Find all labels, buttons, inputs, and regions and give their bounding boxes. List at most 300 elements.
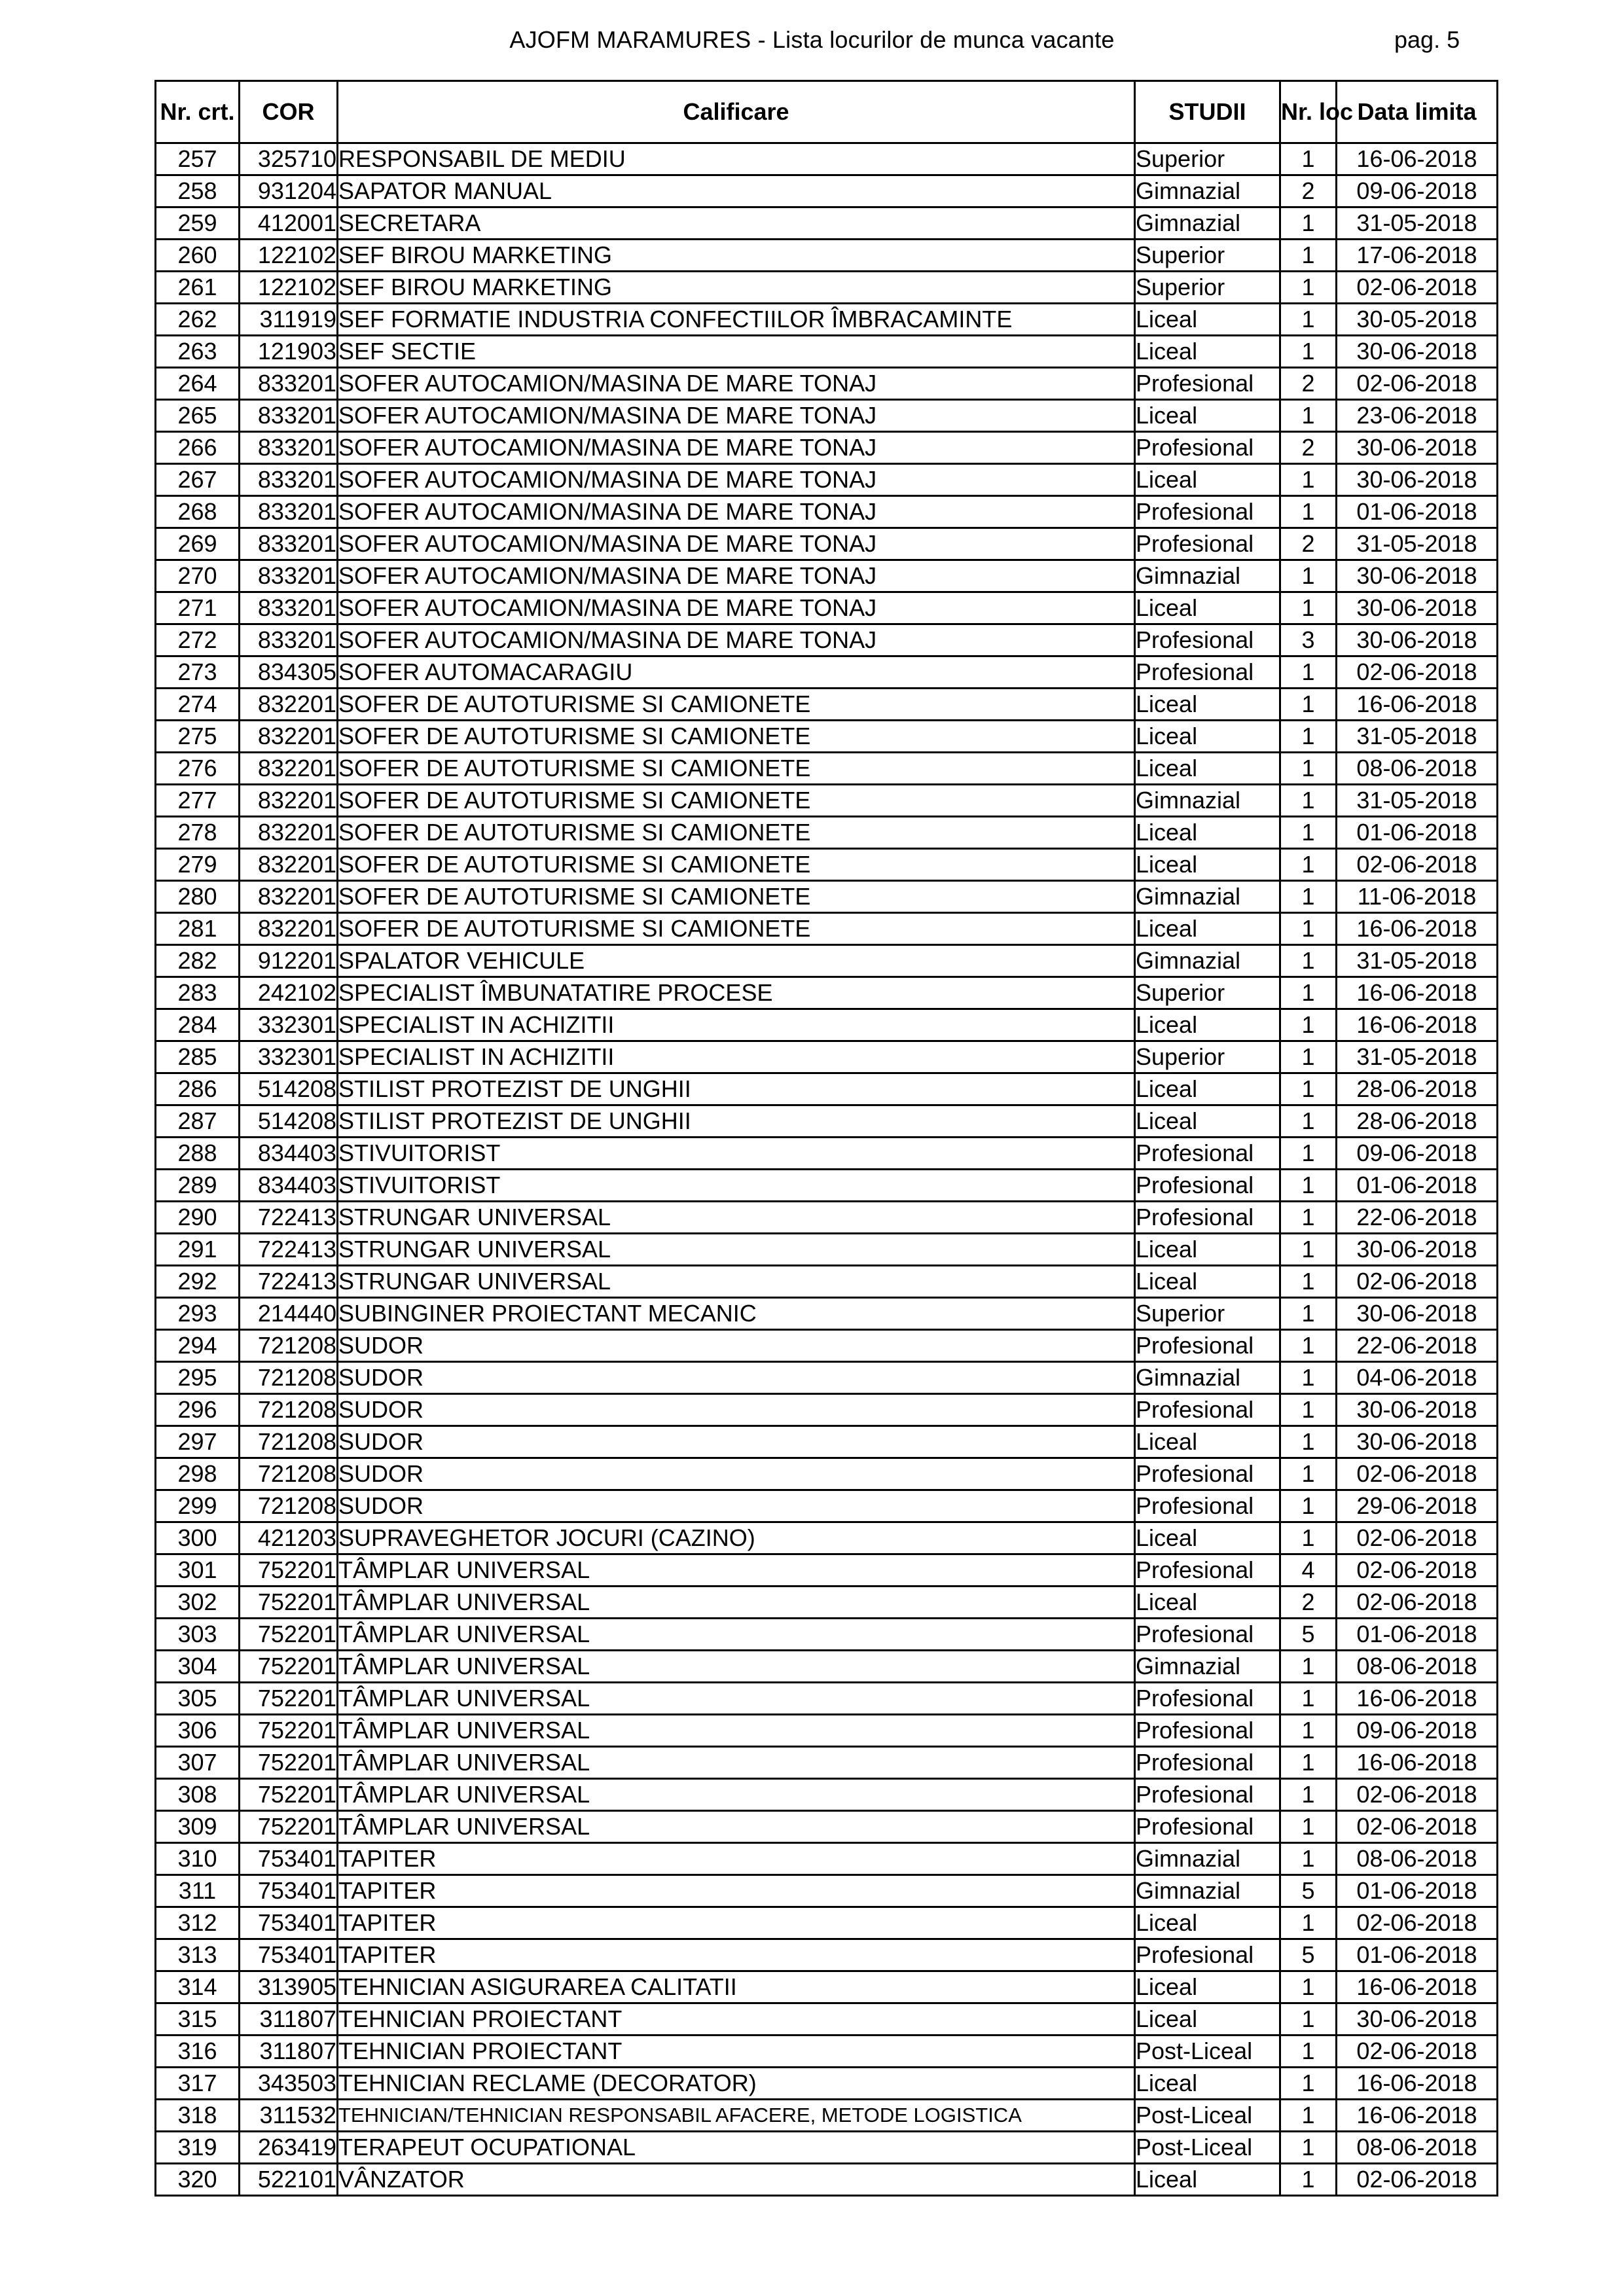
cell-data-limita: 22-06-2018 bbox=[1337, 1202, 1498, 1234]
cell-cor: 214440 bbox=[240, 1298, 338, 1330]
cell-nr-crt: 302 bbox=[156, 1587, 240, 1619]
table-row bbox=[156, 1907, 1498, 1939]
cell-nr-crt: 265 bbox=[156, 400, 240, 432]
table-row bbox=[156, 207, 1498, 240]
cell-studii: Profesional bbox=[1135, 1554, 1280, 1587]
page-number: pag. 5 bbox=[1394, 26, 1460, 53]
cell-data-limita: 11-06-2018 bbox=[1337, 881, 1498, 913]
cell-studii: Gimnazial bbox=[1135, 1362, 1280, 1394]
cell-studii: Liceal bbox=[1135, 1009, 1280, 1041]
cell-nr-loc: 1 bbox=[1280, 2132, 1337, 2164]
cell-nr-loc: 2 bbox=[1280, 368, 1337, 400]
cell-calificare: SUDOR bbox=[338, 1330, 1135, 1362]
cell-nr-loc: 1 bbox=[1280, 817, 1337, 849]
table-row bbox=[156, 1683, 1498, 1715]
cell-cor: 833201 bbox=[240, 400, 338, 432]
cell-studii: Superior bbox=[1135, 1298, 1280, 1330]
vacancies-table bbox=[154, 80, 1498, 2197]
table-row bbox=[156, 143, 1498, 175]
cell-studii: Profesional bbox=[1135, 528, 1280, 560]
cell-data-limita: 02-06-2018 bbox=[1337, 1458, 1498, 1490]
cell-calificare: TEHNICIAN/TEHNICIAN RESPONSABIL AFACERE, METODE LOGISTICA bbox=[338, 2100, 1135, 2132]
cell-nr-loc: 1 bbox=[1280, 1490, 1337, 1522]
table-row bbox=[156, 785, 1498, 817]
cell-studii: Gimnazial bbox=[1135, 1843, 1280, 1875]
cell-cor: 931204 bbox=[240, 175, 338, 207]
cell-data-limita: 30-06-2018 bbox=[1337, 336, 1498, 368]
cell-data-limita: 16-06-2018 bbox=[1337, 913, 1498, 945]
cell-data-limita: 30-06-2018 bbox=[1337, 464, 1498, 496]
cell-nr-crt: 305 bbox=[156, 1683, 240, 1715]
cell-calificare: SPECIALIST ÎMBUNATATIRE PROCESE bbox=[338, 977, 1135, 1009]
cell-studii: Superior bbox=[1135, 1041, 1280, 1073]
cell-data-limita: 31-05-2018 bbox=[1337, 207, 1498, 240]
cell-nr-crt: 271 bbox=[156, 592, 240, 624]
cell-cor: 752201 bbox=[240, 1651, 338, 1683]
cell-calificare: RESPONSABIL DE MEDIU bbox=[338, 143, 1135, 175]
cell-studii: Liceal bbox=[1135, 2003, 1280, 2036]
cell-studii: Liceal bbox=[1135, 1073, 1280, 1105]
cell-cor: 722413 bbox=[240, 1266, 338, 1298]
cell-cor: 421203 bbox=[240, 1522, 338, 1554]
cell-nr-crt: 284 bbox=[156, 1009, 240, 1041]
cell-cor: 912201 bbox=[240, 945, 338, 977]
cell-studii: Profesional bbox=[1135, 1619, 1280, 1651]
cell-data-limita: 16-06-2018 bbox=[1337, 143, 1498, 175]
cell-nr-loc: 1 bbox=[1280, 1170, 1337, 1202]
cell-calificare: STRUNGAR UNIVERSAL bbox=[338, 1234, 1135, 1266]
cell-calificare: SPECIALIST IN ACHIZITII bbox=[338, 1009, 1135, 1041]
cell-studii: Profesional bbox=[1135, 432, 1280, 464]
table-row bbox=[156, 1298, 1498, 1330]
table-row bbox=[156, 1779, 1498, 1811]
cell-cor: 325710 bbox=[240, 143, 338, 175]
table-row bbox=[156, 1266, 1498, 1298]
cell-cor: 834305 bbox=[240, 656, 338, 689]
cell-calificare: SPECIALIST IN ACHIZITII bbox=[338, 1041, 1135, 1073]
cell-data-limita: 08-06-2018 bbox=[1337, 1651, 1498, 1683]
cell-studii: Gimnazial bbox=[1135, 945, 1280, 977]
cell-calificare: SOFER AUTOCAMION/MASINA DE MARE TONAJ bbox=[338, 464, 1135, 496]
cell-nr-crt: 296 bbox=[156, 1394, 240, 1426]
cell-nr-loc: 1 bbox=[1280, 464, 1337, 496]
cell-cor: 721208 bbox=[240, 1426, 338, 1458]
cell-nr-crt: 274 bbox=[156, 689, 240, 721]
table-row bbox=[156, 656, 1498, 689]
cell-nr-crt: 303 bbox=[156, 1619, 240, 1651]
cell-data-limita: 16-06-2018 bbox=[1337, 689, 1498, 721]
cell-cor: 721208 bbox=[240, 1330, 338, 1362]
cell-nr-loc: 1 bbox=[1280, 1458, 1337, 1490]
cell-data-limita: 30-06-2018 bbox=[1337, 1298, 1498, 1330]
cell-data-limita: 02-06-2018 bbox=[1337, 1554, 1498, 1587]
cell-studii: Liceal bbox=[1135, 721, 1280, 753]
cell-studii: Liceal bbox=[1135, 1907, 1280, 1939]
cell-data-limita: 02-06-2018 bbox=[1337, 849, 1498, 881]
cell-cor: 722413 bbox=[240, 1234, 338, 1266]
cell-nr-crt: 276 bbox=[156, 753, 240, 785]
cell-studii: Liceal bbox=[1135, 1426, 1280, 1458]
cell-calificare: TÂMPLAR UNIVERSAL bbox=[338, 1554, 1135, 1587]
cell-nr-crt: 289 bbox=[156, 1170, 240, 1202]
cell-studii: Gimnazial bbox=[1135, 785, 1280, 817]
cell-nr-crt: 317 bbox=[156, 2068, 240, 2100]
cell-nr-crt: 268 bbox=[156, 496, 240, 528]
cell-data-limita: 02-06-2018 bbox=[1337, 1522, 1498, 1554]
cell-studii: Profesional bbox=[1135, 368, 1280, 400]
cell-nr-crt: 314 bbox=[156, 1971, 240, 2003]
cell-nr-loc: 1 bbox=[1280, 1266, 1337, 1298]
cell-cor: 834403 bbox=[240, 1138, 338, 1170]
cell-nr-loc: 1 bbox=[1280, 1202, 1337, 1234]
cell-studii: Profesional bbox=[1135, 1715, 1280, 1747]
cell-nr-loc: 1 bbox=[1280, 1073, 1337, 1105]
cell-data-limita: 17-06-2018 bbox=[1337, 240, 1498, 272]
table-row bbox=[156, 849, 1498, 881]
cell-nr-crt: 277 bbox=[156, 785, 240, 817]
cell-data-limita: 01-06-2018 bbox=[1337, 1619, 1498, 1651]
cell-nr-loc: 1 bbox=[1280, 496, 1337, 528]
cell-data-limita: 16-06-2018 bbox=[1337, 1683, 1498, 1715]
cell-cor: 313905 bbox=[240, 1971, 338, 2003]
cell-calificare: STIVUITORIST bbox=[338, 1138, 1135, 1170]
cell-nr-crt: 287 bbox=[156, 1105, 240, 1138]
cell-studii: Gimnazial bbox=[1135, 1875, 1280, 1907]
table-row bbox=[156, 240, 1498, 272]
cell-nr-loc: 1 bbox=[1280, 1105, 1337, 1138]
cell-studii: Profesional bbox=[1135, 1202, 1280, 1234]
cell-nr-loc: 1 bbox=[1280, 2164, 1337, 2196]
cell-nr-loc: 1 bbox=[1280, 1811, 1337, 1843]
cell-studii: Post-Liceal bbox=[1135, 2100, 1280, 2132]
cell-nr-crt: 304 bbox=[156, 1651, 240, 1683]
cell-nr-loc: 1 bbox=[1280, 849, 1337, 881]
cell-studii: Superior bbox=[1135, 143, 1280, 175]
table-row bbox=[156, 1554, 1498, 1587]
cell-cor: 832201 bbox=[240, 881, 338, 913]
cell-studii: Profesional bbox=[1135, 1811, 1280, 1843]
table-row bbox=[156, 1747, 1498, 1779]
cell-data-limita: 16-06-2018 bbox=[1337, 2068, 1498, 2100]
table-row bbox=[156, 1202, 1498, 1234]
cell-nr-loc: 1 bbox=[1280, 913, 1337, 945]
cell-cor: 832201 bbox=[240, 913, 338, 945]
cell-data-limita: 01-06-2018 bbox=[1337, 817, 1498, 849]
cell-nr-loc: 5 bbox=[1280, 1619, 1337, 1651]
cell-calificare: SUDOR bbox=[338, 1458, 1135, 1490]
cell-nr-loc: 1 bbox=[1280, 785, 1337, 817]
cell-calificare: TÂMPLAR UNIVERSAL bbox=[338, 1683, 1135, 1715]
cell-calificare: SOFER DE AUTOTURISME SI CAMIONETE bbox=[338, 689, 1135, 721]
table-row bbox=[156, 304, 1498, 336]
cell-nr-crt: 312 bbox=[156, 1907, 240, 1939]
cell-calificare: SOFER AUTOCAMION/MASINA DE MARE TONAJ bbox=[338, 432, 1135, 464]
table-header-row bbox=[156, 81, 1498, 143]
cell-nr-crt: 313 bbox=[156, 1939, 240, 1971]
cell-nr-loc: 5 bbox=[1280, 1875, 1337, 1907]
cell-data-limita: 01-06-2018 bbox=[1337, 1875, 1498, 1907]
table-row bbox=[156, 2036, 1498, 2068]
cell-nr-loc: 1 bbox=[1280, 721, 1337, 753]
cell-studii: Liceal bbox=[1135, 689, 1280, 721]
cell-calificare: SOFER DE AUTOTURISME SI CAMIONETE bbox=[338, 721, 1135, 753]
cell-calificare: TAPITER bbox=[338, 1939, 1135, 1971]
cell-calificare: SOFER AUTOMACARAGIU bbox=[338, 656, 1135, 689]
cell-cor: 833201 bbox=[240, 464, 338, 496]
cell-cor: 833201 bbox=[240, 528, 338, 560]
cell-calificare: SOFER AUTOCAMION/MASINA DE MARE TONAJ bbox=[338, 528, 1135, 560]
cell-studii: Liceal bbox=[1135, 2068, 1280, 2100]
cell-studii: Gimnazial bbox=[1135, 881, 1280, 913]
cell-data-limita: 02-06-2018 bbox=[1337, 272, 1498, 304]
cell-nr-loc: 1 bbox=[1280, 1234, 1337, 1266]
cell-calificare: SOFER AUTOCAMION/MASINA DE MARE TONAJ bbox=[338, 400, 1135, 432]
cell-nr-crt: 259 bbox=[156, 207, 240, 240]
cell-nr-crt: 310 bbox=[156, 1843, 240, 1875]
cell-calificare: SPALATOR VEHICULE bbox=[338, 945, 1135, 977]
cell-nr-crt: 293 bbox=[156, 1298, 240, 1330]
cell-nr-loc: 1 bbox=[1280, 689, 1337, 721]
cell-studii: Profesional bbox=[1135, 624, 1280, 656]
cell-calificare: STILIST PROTEZIST DE UNGHII bbox=[338, 1105, 1135, 1138]
cell-nr-crt: 295 bbox=[156, 1362, 240, 1394]
cell-nr-loc: 1 bbox=[1280, 400, 1337, 432]
table-row bbox=[156, 1362, 1498, 1394]
cell-data-limita: 02-06-2018 bbox=[1337, 2036, 1498, 2068]
cell-calificare: VÂNZATOR bbox=[338, 2164, 1135, 2196]
cell-cor: 833201 bbox=[240, 368, 338, 400]
cell-cor: 332301 bbox=[240, 1041, 338, 1073]
table-row bbox=[156, 1651, 1498, 1683]
cell-cor: 753401 bbox=[240, 1843, 338, 1875]
table-row bbox=[156, 1619, 1498, 1651]
cell-cor: 753401 bbox=[240, 1875, 338, 1907]
table-row bbox=[156, 1939, 1498, 1971]
cell-cor: 721208 bbox=[240, 1394, 338, 1426]
cell-nr-crt: 307 bbox=[156, 1747, 240, 1779]
table-row bbox=[156, 977, 1498, 1009]
cell-nr-loc: 1 bbox=[1280, 1330, 1337, 1362]
cell-nr-loc: 1 bbox=[1280, 881, 1337, 913]
cell-calificare: SOFER AUTOCAMION/MASINA DE MARE TONAJ bbox=[338, 368, 1135, 400]
cell-data-limita: 04-06-2018 bbox=[1337, 1362, 1498, 1394]
cell-cor: 752201 bbox=[240, 1587, 338, 1619]
table-row bbox=[156, 528, 1498, 560]
cell-nr-loc: 1 bbox=[1280, 1426, 1337, 1458]
cell-data-limita: 16-06-2018 bbox=[1337, 1747, 1498, 1779]
cell-nr-loc: 1 bbox=[1280, 272, 1337, 304]
cell-nr-crt: 264 bbox=[156, 368, 240, 400]
table-row bbox=[156, 1458, 1498, 1490]
cell-nr-crt: 306 bbox=[156, 1715, 240, 1747]
page-title: AJOFM MARAMURES - Lista locurilor de munca vacante bbox=[509, 26, 1115, 53]
cell-nr-crt: 275 bbox=[156, 721, 240, 753]
table-row bbox=[156, 464, 1498, 496]
cell-calificare: TÂMPLAR UNIVERSAL bbox=[338, 1747, 1135, 1779]
table-row bbox=[156, 175, 1498, 207]
cell-nr-loc: 1 bbox=[1280, 753, 1337, 785]
cell-studii: Profesional bbox=[1135, 1330, 1280, 1362]
cell-cor: 122102 bbox=[240, 272, 338, 304]
cell-nr-crt: 286 bbox=[156, 1073, 240, 1105]
cell-nr-crt: 311 bbox=[156, 1875, 240, 1907]
col-header-data-limita: Data limita bbox=[1337, 81, 1498, 143]
cell-cor: 752201 bbox=[240, 1554, 338, 1587]
cell-data-limita: 02-06-2018 bbox=[1337, 2164, 1498, 2196]
cell-calificare: TERAPEUT OCUPATIONAL bbox=[338, 2132, 1135, 2164]
cell-nr-crt: 279 bbox=[156, 849, 240, 881]
cell-nr-loc: 1 bbox=[1280, 1971, 1337, 2003]
cell-calificare: TÂMPLAR UNIVERSAL bbox=[338, 1619, 1135, 1651]
cell-data-limita: 16-06-2018 bbox=[1337, 1009, 1498, 1041]
table-row bbox=[156, 817, 1498, 849]
cell-nr-loc: 1 bbox=[1280, 1522, 1337, 1554]
cell-studii: Liceal bbox=[1135, 1522, 1280, 1554]
cell-nr-crt: 301 bbox=[156, 1554, 240, 1587]
cell-nr-loc: 1 bbox=[1280, 2068, 1337, 2100]
cell-nr-loc: 1 bbox=[1280, 240, 1337, 272]
cell-cor: 833201 bbox=[240, 560, 338, 592]
cell-studii: Liceal bbox=[1135, 592, 1280, 624]
cell-calificare: SOFER DE AUTOTURISME SI CAMIONETE bbox=[338, 753, 1135, 785]
cell-nr-loc: 1 bbox=[1280, 1362, 1337, 1394]
cell-data-limita: 30-06-2018 bbox=[1337, 560, 1498, 592]
cell-studii: Superior bbox=[1135, 977, 1280, 1009]
cell-nr-loc: 2 bbox=[1280, 175, 1337, 207]
cell-cor: 833201 bbox=[240, 592, 338, 624]
cell-cor: 722413 bbox=[240, 1202, 338, 1234]
cell-data-limita: 02-06-2018 bbox=[1337, 1587, 1498, 1619]
cell-studii: Liceal bbox=[1135, 1234, 1280, 1266]
table-row bbox=[156, 753, 1498, 785]
cell-nr-crt: 288 bbox=[156, 1138, 240, 1170]
cell-calificare: STRUNGAR UNIVERSAL bbox=[338, 1202, 1135, 1234]
table-row bbox=[156, 1875, 1498, 1907]
cell-data-limita: 02-06-2018 bbox=[1337, 1266, 1498, 1298]
cell-nr-crt: 298 bbox=[156, 1458, 240, 1490]
cell-studii: Profesional bbox=[1135, 1683, 1280, 1715]
cell-studii: Profesional bbox=[1135, 1939, 1280, 1971]
cell-nr-loc: 1 bbox=[1280, 304, 1337, 336]
cell-data-limita: 30-06-2018 bbox=[1337, 1234, 1498, 1266]
table-row bbox=[156, 2068, 1498, 2100]
table-row bbox=[156, 881, 1498, 913]
table-row bbox=[156, 1811, 1498, 1843]
cell-nr-crt: 320 bbox=[156, 2164, 240, 2196]
table-row bbox=[156, 1426, 1498, 1458]
cell-nr-crt: 266 bbox=[156, 432, 240, 464]
cell-data-limita: 02-06-2018 bbox=[1337, 1907, 1498, 1939]
cell-nr-crt: 283 bbox=[156, 977, 240, 1009]
cell-nr-loc: 1 bbox=[1280, 1747, 1337, 1779]
cell-nr-loc: 1 bbox=[1280, 207, 1337, 240]
cell-nr-crt: 297 bbox=[156, 1426, 240, 1458]
cell-nr-loc: 1 bbox=[1280, 1907, 1337, 1939]
table-row bbox=[156, 272, 1498, 304]
cell-calificare: SOFER AUTOCAMION/MASINA DE MARE TONAJ bbox=[338, 624, 1135, 656]
cell-calificare: STIVUITORIST bbox=[338, 1170, 1135, 1202]
cell-nr-loc: 1 bbox=[1280, 2036, 1337, 2068]
cell-cor: 242102 bbox=[240, 977, 338, 1009]
cell-nr-crt: 270 bbox=[156, 560, 240, 592]
table-row bbox=[156, 1009, 1498, 1041]
cell-studii: Post-Liceal bbox=[1135, 2132, 1280, 2164]
table-row bbox=[156, 2132, 1498, 2164]
col-header-nr-crt: Nr. crt. bbox=[156, 81, 240, 143]
cell-cor: 721208 bbox=[240, 1458, 338, 1490]
table-row bbox=[156, 1138, 1498, 1170]
cell-cor: 832201 bbox=[240, 817, 338, 849]
cell-calificare: SUDOR bbox=[338, 1394, 1135, 1426]
table-row bbox=[156, 945, 1498, 977]
cell-nr-crt: 261 bbox=[156, 272, 240, 304]
cell-data-limita: 09-06-2018 bbox=[1337, 1138, 1498, 1170]
cell-nr-crt: 263 bbox=[156, 336, 240, 368]
cell-nr-loc: 1 bbox=[1280, 1009, 1337, 1041]
cell-nr-loc: 5 bbox=[1280, 1939, 1337, 1971]
cell-data-limita: 31-05-2018 bbox=[1337, 528, 1498, 560]
cell-calificare: SOFER AUTOCAMION/MASINA DE MARE TONAJ bbox=[338, 496, 1135, 528]
cell-data-limita: 31-05-2018 bbox=[1337, 945, 1498, 977]
cell-studii: Gimnazial bbox=[1135, 1651, 1280, 1683]
cell-nr-crt: 290 bbox=[156, 1202, 240, 1234]
cell-nr-crt: 260 bbox=[156, 240, 240, 272]
cell-calificare: SOFER AUTOCAMION/MASINA DE MARE TONAJ bbox=[338, 592, 1135, 624]
cell-calificare: TÂMPLAR UNIVERSAL bbox=[338, 1811, 1135, 1843]
cell-calificare: SEF FORMATIE INDUSTRIA CONFECTIILOR ÎMBRACAMINTE bbox=[338, 304, 1135, 336]
cell-nr-crt: 299 bbox=[156, 1490, 240, 1522]
cell-studii: Gimnazial bbox=[1135, 175, 1280, 207]
cell-cor: 832201 bbox=[240, 785, 338, 817]
table-row bbox=[156, 1330, 1498, 1362]
cell-cor: 753401 bbox=[240, 1907, 338, 1939]
cell-calificare: SOFER DE AUTOTURISME SI CAMIONETE bbox=[338, 849, 1135, 881]
cell-nr-crt: 278 bbox=[156, 817, 240, 849]
cell-cor: 122102 bbox=[240, 240, 338, 272]
cell-calificare: TÂMPLAR UNIVERSAL bbox=[338, 1587, 1135, 1619]
cell-data-limita: 02-06-2018 bbox=[1337, 1779, 1498, 1811]
cell-nr-loc: 1 bbox=[1280, 143, 1337, 175]
cell-nr-loc: 4 bbox=[1280, 1554, 1337, 1587]
cell-calificare: TÂMPLAR UNIVERSAL bbox=[338, 1651, 1135, 1683]
cell-studii: Liceal bbox=[1135, 400, 1280, 432]
cell-studii: Liceal bbox=[1135, 336, 1280, 368]
table-row bbox=[156, 496, 1498, 528]
cell-cor: 752201 bbox=[240, 1715, 338, 1747]
cell-calificare: TÂMPLAR UNIVERSAL bbox=[338, 1715, 1135, 1747]
cell-studii: Profesional bbox=[1135, 1394, 1280, 1426]
cell-data-limita: 16-06-2018 bbox=[1337, 977, 1498, 1009]
cell-cor: 832201 bbox=[240, 721, 338, 753]
cell-studii: Liceal bbox=[1135, 817, 1280, 849]
cell-calificare: STRUNGAR UNIVERSAL bbox=[338, 1266, 1135, 1298]
cell-nr-loc: 1 bbox=[1280, 1138, 1337, 1170]
cell-nr-crt: 316 bbox=[156, 2036, 240, 2068]
cell-nr-crt: 285 bbox=[156, 1041, 240, 1073]
cell-nr-loc: 1 bbox=[1280, 560, 1337, 592]
cell-data-limita: 31-05-2018 bbox=[1337, 785, 1498, 817]
cell-cor: 332301 bbox=[240, 1009, 338, 1041]
cell-cor: 522101 bbox=[240, 2164, 338, 2196]
table-row bbox=[156, 1971, 1498, 2003]
table-row bbox=[156, 1490, 1498, 1522]
cell-cor: 514208 bbox=[240, 1073, 338, 1105]
cell-data-limita: 31-05-2018 bbox=[1337, 1041, 1498, 1073]
cell-nr-loc: 1 bbox=[1280, 592, 1337, 624]
cell-nr-loc: 1 bbox=[1280, 1779, 1337, 1811]
table-row bbox=[156, 1170, 1498, 1202]
cell-cor: 753401 bbox=[240, 1939, 338, 1971]
